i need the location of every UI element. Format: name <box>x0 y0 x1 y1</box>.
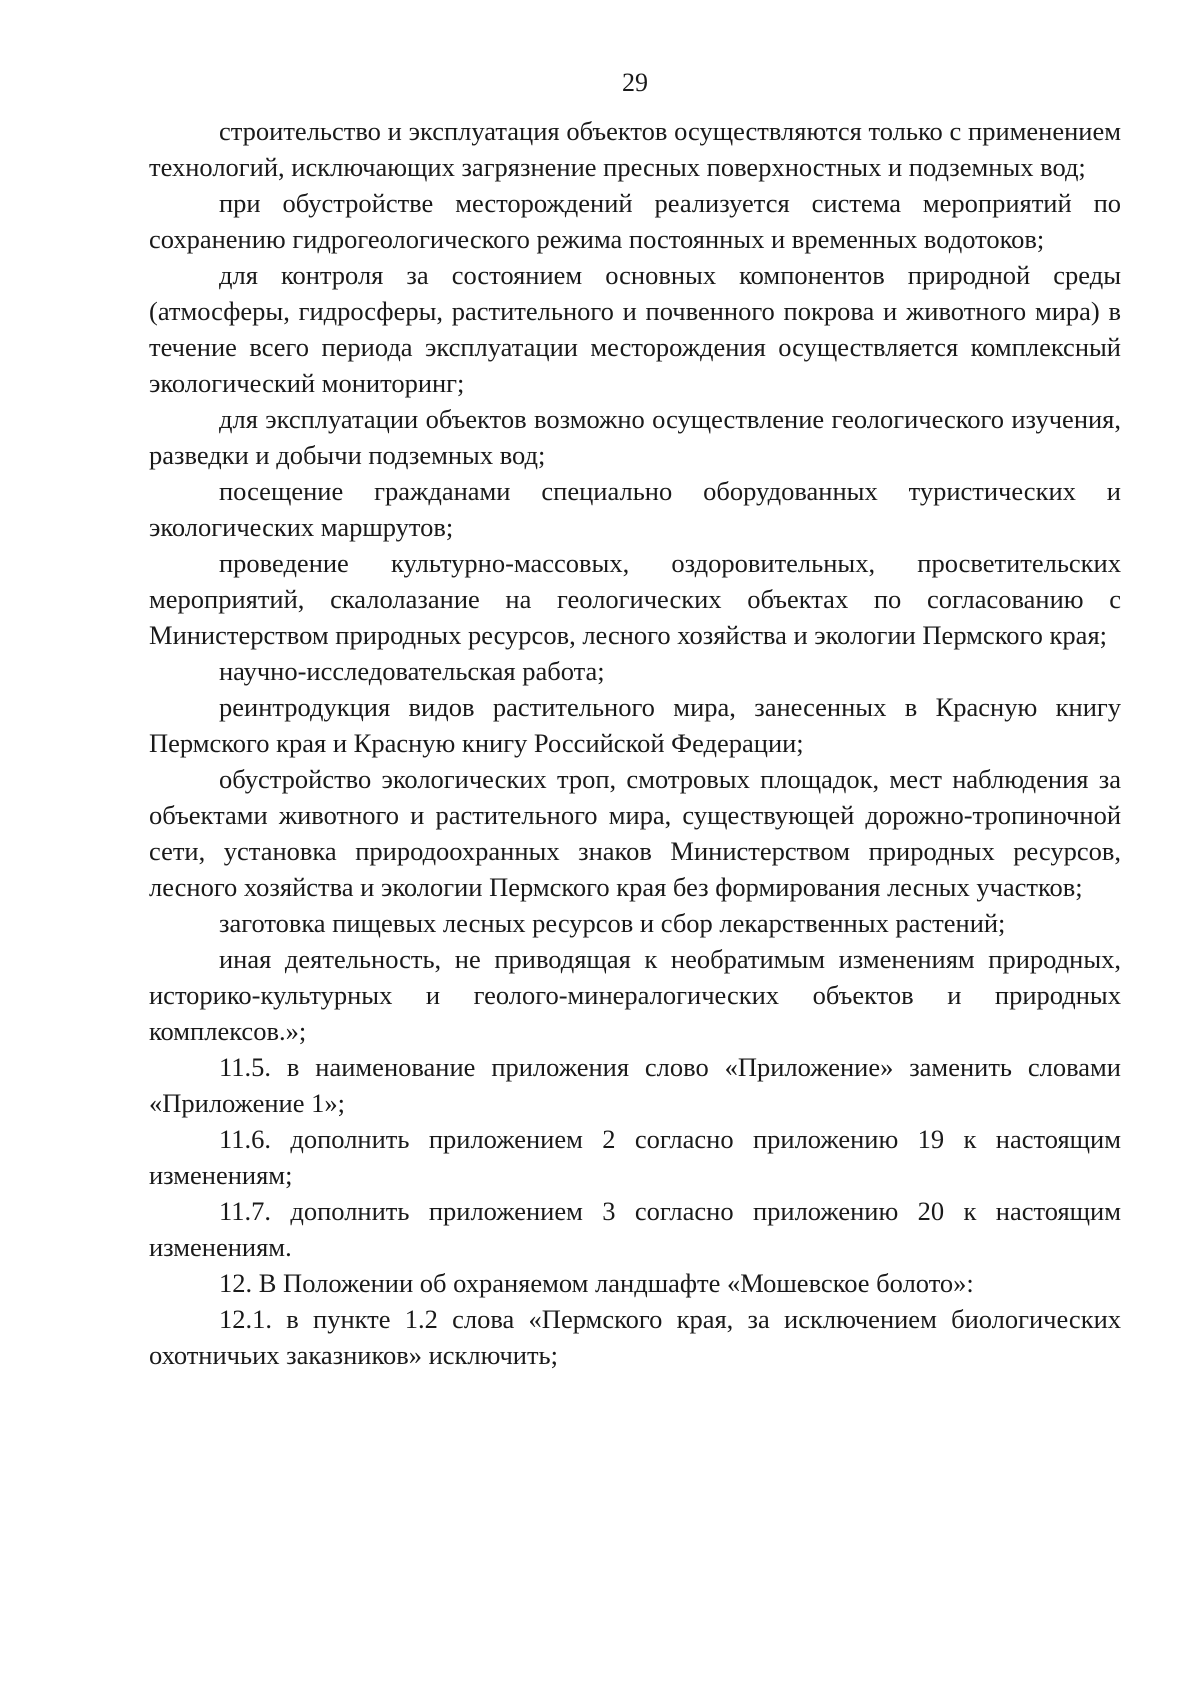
paragraph-monitoring: для контроля за состоянием основных компонентов природной среды (атмосферы, гидросферы, растительного и почвенного покрова и животного мира) в течение всего периода эксплуатации месторождения осуществляется комплексный экологический мониторинг; <box>149 260 1121 398</box>
document-body <box>149 113 1121 1373</box>
paragraph-item-11-7: 11.7. дополнить приложением 3 согласно приложению 20 к настоящим изменениям. <box>149 1196 1121 1262</box>
paragraph-item-11-6: 11.6. дополнить приложением 2 согласно приложению 19 к настоящим изменениям; <box>149 1124 1121 1190</box>
paragraph-item-12: 12. В Положении об охраняемом ландшафте «Мошевское болото»: <box>219 1268 974 1298</box>
paragraph-other-activity: иная деятельность, не приводящая к необратимым изменениям природных, историко-культурных и геолого-минералогических объектов и природных комплексов.»; <box>149 944 1121 1046</box>
page-number: 29 <box>622 68 648 97</box>
paragraph-groundwater: для эксплуатации объектов возможно осуществление геологического изучения, разведки и добычи подземных вод; <box>149 404 1121 470</box>
paragraph-reintroduction: реинтродукция видов растительного мира, занесенных в Красную книгу Пермского края и Красную книгу Российской Федерации; <box>149 692 1121 758</box>
paragraph-ecological-trails: обустройство экологических троп, смотровых площадок, мест наблюдения за объектами животного и растительного мира, существующей дорожно-тропиночной сети, установка природоохранных знаков Министерством природных ресурсов, лесного хозяйства и экологии Пермского края без формирования лесных участков; <box>149 764 1121 902</box>
paragraph-cultural-events: проведение культурно-массовых, оздоровительных, просветительских мероприятий, скалолазание на геологических объектах по согласованию с Министерством природных ресурсов, лесного хозяйства и экологии Пермского края; <box>149 548 1121 650</box>
paragraph-item-11-5: 11.5. в наименование приложения слово «Приложение» заменить словами «Приложение 1»; <box>149 1052 1121 1118</box>
paragraph-field-development: при обустройстве месторождений реализуется система мероприятий по сохранению гидрогеологического режима постоянных и временных водотоков; <box>149 188 1121 254</box>
paragraph-tourist-routes: посещение гражданами специально оборудованных туристических и экологических маршрутов; <box>149 476 1121 542</box>
paragraph-research: научно-исследовательская работа; <box>219 656 605 686</box>
paragraph-item-12-1: 12.1. в пункте 1.2 слова «Пермского края, за исключением биологических охотничьих заказников» исключить; <box>149 1304 1121 1370</box>
paragraph-harvesting: заготовка пищевых лесных ресурсов и сбор лекарственных растений; <box>219 908 1006 938</box>
paragraph-construction: строительство и эксплуатация объектов осуществляются только с применением технологий, исключающих загрязнение пресных поверхностных и подземных вод; <box>149 116 1121 182</box>
